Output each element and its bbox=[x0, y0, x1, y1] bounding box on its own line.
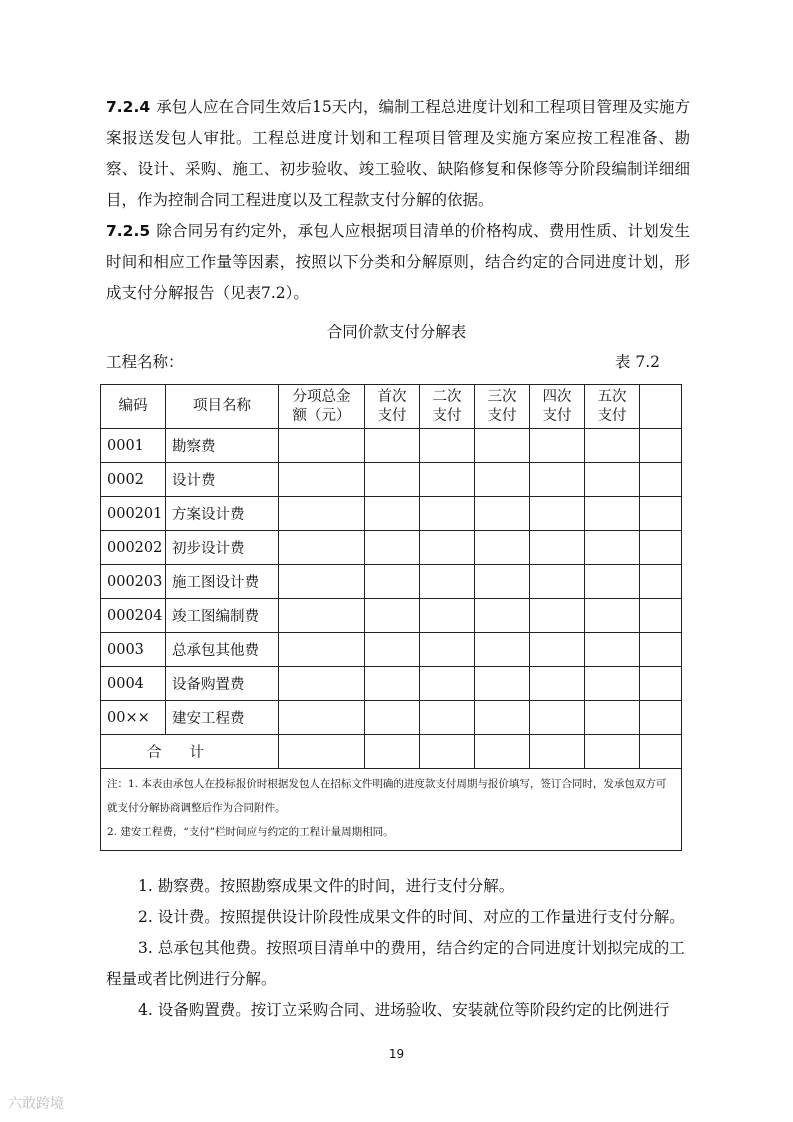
row-code: 0003 bbox=[101, 633, 166, 667]
item-1: 1. 勘察费。按照勘察成果文件的时间，进行支付分解。 bbox=[138, 877, 515, 895]
table-row bbox=[101, 531, 682, 565]
table-row bbox=[101, 633, 682, 667]
row-name: 勘察费 bbox=[166, 429, 279, 463]
header-payment-4: 四次 支付 bbox=[530, 385, 585, 429]
table-row bbox=[101, 497, 682, 531]
row-name: 设计费 bbox=[166, 463, 279, 497]
item-2: 2. 设计费。按照提供设计阶段性成果文件的时间、对应的工作量进行支付分解。 bbox=[138, 908, 685, 926]
row-name: 设备购置费 bbox=[166, 667, 279, 701]
project-name-label: 工程名称： bbox=[106, 353, 184, 371]
watermark: 六敢跨境 bbox=[8, 1096, 64, 1112]
header-row bbox=[101, 385, 682, 429]
table-row bbox=[101, 599, 682, 633]
header-blank bbox=[640, 385, 682, 429]
clause-7-2-5 bbox=[106, 216, 690, 309]
header-code: 编码 bbox=[101, 385, 166, 429]
row-code: 0004 bbox=[101, 667, 166, 701]
clause-text: 除合同另有约定外，承包人应根据项目清单的价格构成、费用性质、计划发生时间和相应工作量等因素，按照以下分类和分解原则，结合约定的合同进度计划，形成支付分解报告（见表7.2）。 bbox=[106, 222, 690, 302]
header-payment-5: 五次 支付 bbox=[585, 385, 640, 429]
row-code: 000203 bbox=[101, 565, 166, 599]
note-1: 注：1. 本表由承包人在投标报价时根据发包人在招标文件明确的进度款支付周期与报价填写，签订合同时，发承包双方可就支付分解协商调整后作为合同附件。 bbox=[107, 778, 667, 814]
notes-row bbox=[101, 769, 682, 851]
row-name: 竣工图编制费 bbox=[166, 599, 279, 633]
payment-breakdown-table bbox=[100, 384, 682, 851]
table-title: 合同价款支付分解表 bbox=[326, 323, 467, 341]
clause-text: 承包人应在合同生效后15天内，编制工程总进度计划和工程项目管理及实施方案报送发包人审批。工程总进度计划和工程项目管理及实施方案应按工程准备、勘察、设计、采购、施工、初步验收、竣工验收、缺陷修复和保修等分阶段编制详细细目，作为控制合同工程进度以及工程款支付分解的依据。 bbox=[106, 98, 690, 209]
row-code: 0002 bbox=[101, 463, 166, 497]
row-code: 00×× bbox=[101, 701, 166, 735]
row-name: 总承包其他费 bbox=[166, 633, 279, 667]
total-label: 合计 bbox=[101, 735, 279, 769]
total-row bbox=[101, 735, 682, 769]
table-number: 表 7.2 bbox=[614, 353, 660, 371]
row-name: 建安工程费 bbox=[166, 701, 279, 735]
row-name: 施工图设计费 bbox=[166, 565, 279, 599]
clause-7-2-4 bbox=[106, 92, 690, 216]
row-name: 方案设计费 bbox=[166, 497, 279, 531]
header-payment-1: 首次 支付 bbox=[365, 385, 420, 429]
note-2: 2. 建安工程费，“支付”栏时间应与约定的工程计量周期相同。 bbox=[107, 826, 394, 838]
table-row bbox=[101, 463, 682, 497]
item-4: 4. 设备购置费。按订立采购合同、进场验收、安装就位等阶段约定的比例进行 bbox=[138, 1001, 670, 1019]
table-row bbox=[101, 701, 682, 735]
clause-number: 7.2.5 bbox=[106, 222, 151, 240]
header-payment-3: 三次 支付 bbox=[475, 385, 530, 429]
table-row bbox=[101, 565, 682, 599]
table-notes bbox=[101, 769, 682, 851]
header-total: 分项总金 额（元） bbox=[279, 385, 365, 429]
row-code: 0001 bbox=[101, 429, 166, 463]
clause-number: 7.2.4 bbox=[106, 98, 151, 116]
row-name: 初步设计费 bbox=[166, 531, 279, 565]
header-name: 项目名称 bbox=[166, 385, 279, 429]
row-code: 000204 bbox=[101, 599, 166, 633]
table-row bbox=[101, 429, 682, 463]
item-3: 3. 总承包其他费。按照项目清单中的费用，结合约定的合同进度计划拟完成的工程量或者比例进行分解。 bbox=[106, 939, 685, 988]
row-code: 000201 bbox=[101, 497, 166, 531]
header-payment-2: 二次 支付 bbox=[420, 385, 475, 429]
row-code: 000202 bbox=[101, 531, 166, 565]
page-number: 19 bbox=[388, 1047, 405, 1061]
table-row bbox=[101, 667, 682, 701]
